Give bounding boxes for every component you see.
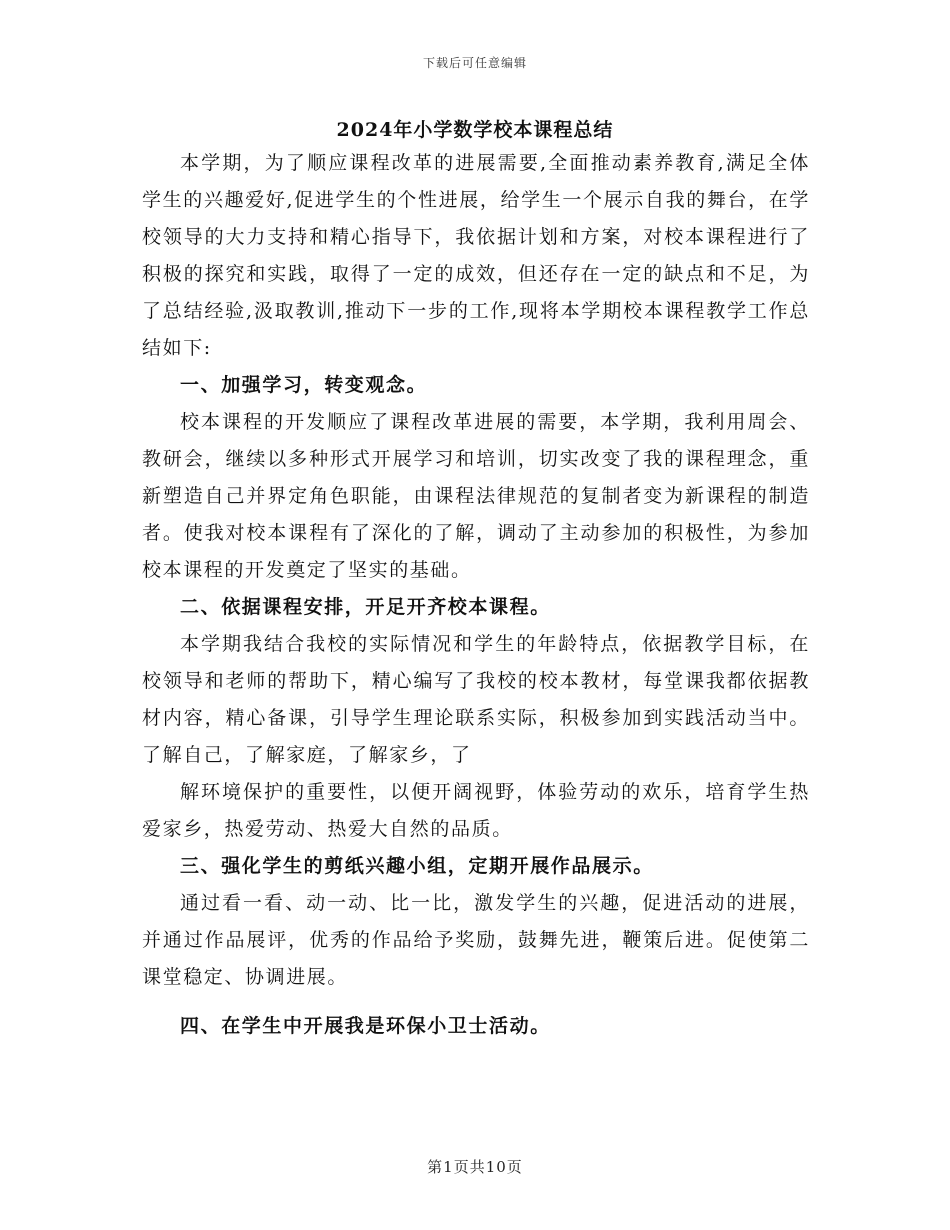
document-body <box>142 145 810 1045</box>
page-number: 第1页共10页 <box>427 1158 523 1176</box>
header-note: 下载后可任意编辑 <box>422 56 527 70</box>
section-paragraph-3: 通过看一看、动一动、比一比，激发学生的兴趣，促进活动的进展，并通过作品展评，优秀的作品给予奖励，鼓舞先进，鞭策后进。促使第二课堂稳定、协调进展。 <box>142 892 810 988</box>
section-heading-4: 四、在学生中开展我是环保小卫士活动。 <box>180 1015 551 1037</box>
section-paragraph-2a: 本学期我结合我校的实际情况和学生的年龄特点，依据教学目标，在校领导和老师的帮助下，精心编写了我校的校本教材，每堂课我都依据教材内容，精心备课，引导学生理论联系实际，积极参加到实践活动当中。了解自己，了解家庭，了解家乡，了 <box>142 633 810 766</box>
section-paragraph-2b: 解环境保护的重要性，以便开阔视野，体验劳动的欢乐，培育学生热爱家乡，热爱劳动、热爱大自然的品质。 <box>142 781 810 840</box>
intro-paragraph: 本学期，为了顺应课程改革的进展需要,全面推动素养教育,满足全体学生的兴趣爱好,促进学生的个性进展，给学生一个展示自我的舞台，在学校领导的大力支持和精心指导下，我依据计划和方案，对校本课程进行了积极的探究和实践，取得了一定的成效，但还存在一定的缺点和不足，为了总结经验,汲取教训,推动下一步的工作,现将本学期校本课程教学工作总结如下: <box>142 152 810 359</box>
section-paragraph-1: 校本课程的开发顺应了课程改革进展的需要，本学期，我利用周会、教研会，继续以多种形式开展学习和培训，切实改变了我的课程理念，重新塑造自己并界定角色职能，由课程法律规范的复制者变为新课程的制造者。使我对校本课程有了深化的了解，调动了主动参加的积极性，为参加校本课程的开发奠定了坚实的基础。 <box>142 411 810 581</box>
section-heading-1: 一、加强学习，转变观念。 <box>180 374 428 396</box>
section-heading-2: 二、依据课程安排，开足开齐校本课程。 <box>180 596 551 618</box>
section-heading-3: 三、强化学生的剪纸兴趣小组，定期开展作品展示。 <box>180 855 654 877</box>
document-title: 2024年小学数学校本课程总结 <box>336 119 614 141</box>
